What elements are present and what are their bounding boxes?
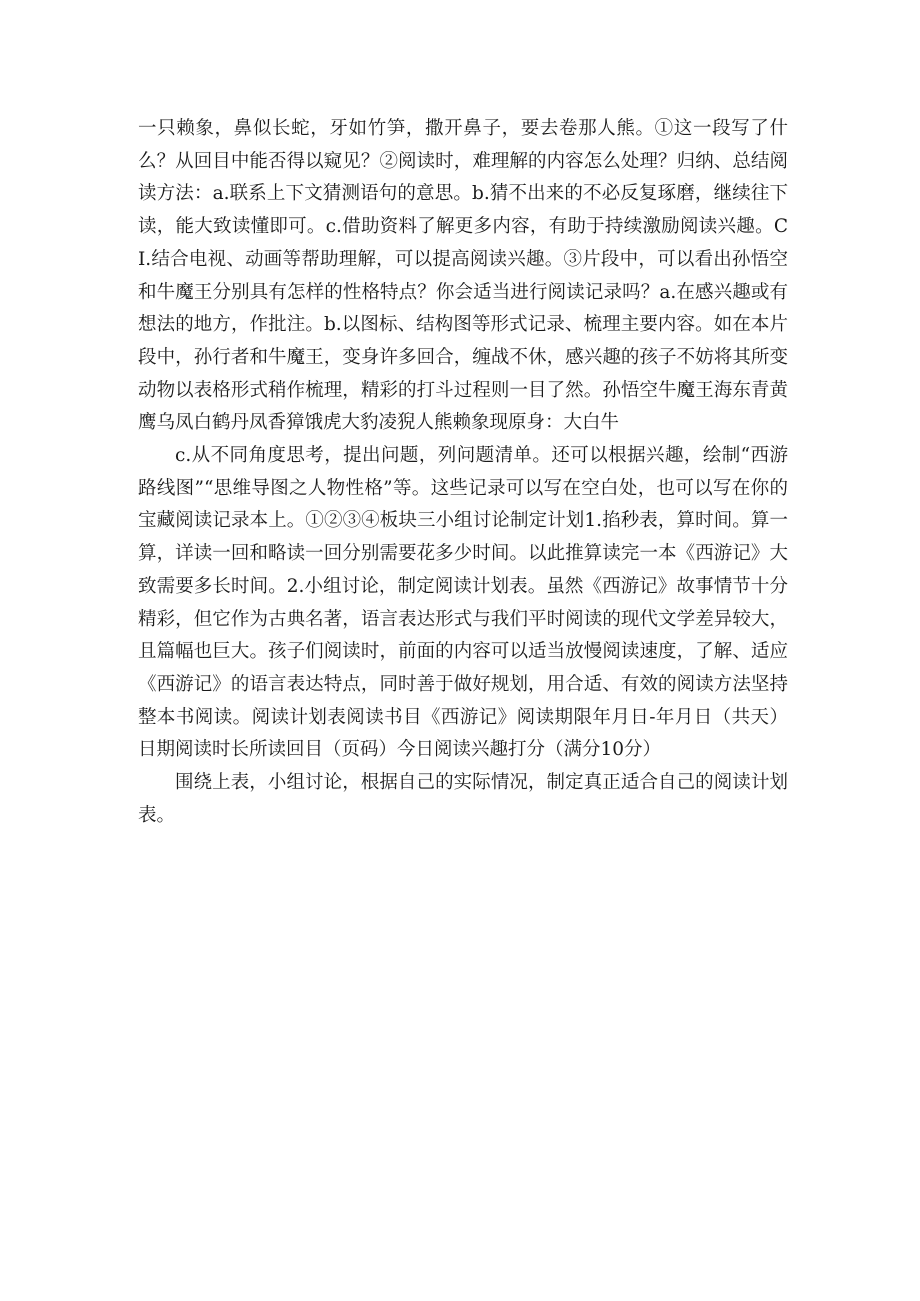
paragraph-1: 一只赖象，鼻似长蛇，牙如竹笋，撒开鼻子，要去卷那人熊。①这一段写了什么？从回目中能否得以窥见？②阅读时，难理解的内容怎么处理？归纳、总结阅读方法：a.联系上下文猜测语句的意思。b.猜不出来的不必反复琢磨，继续往下读，能大致读懂即可。c.借助资料了解更多内容，有助于持续激励阅读兴趣。CI.结合电视、动画等帮助理解，可以提高阅读兴趣。③片段中，可以看出孙悟空和牛魔王分别具有怎样的性格特点？你会适当进行阅读记录吗？a.在感兴趣或有想法的地方，作批注。b.以图标、结构图等形式记录、梳理主要内容。如在本片段中，孙行者和牛魔王，变身许多回合，缠战不休，感兴趣的孩子不妨将其所变动物以表格形式稍作梳理，精彩的打斗过程则一目了然。孙悟空牛魔王海东青黄鹰乌凤白鹤丹凤香獐饿虎大豹凌猊人熊赖象现原身：大白牛 [138, 118, 788, 434]
paragraph-3: 围绕上表，小组讨论，根据自己的实际情况，制定真正适合自己的阅读计划表。 [138, 772, 788, 826]
paragraph-2: c.从不同角度思考，提出问题，列问题清单。还可以根据兴趣，绘制“西游路线图”“思维导图之人物性格”等。这些记录可以写在空白处，也可以写在你的宝藏阅读记录本上。①②③④板块三小组讨论制定计划1.掐秒表，算时间。算一算，详读一回和略读一回分别需要花多少时间。以此推算读完一本《西游记》大致需要多长时间。2.小组讨论，制定阅读计划表。虽然《西游记》故事情节十分精彩，但它作为古典名著，语言表达形式与我们平时阅读的现代文学差异较大，且篇幅也巨大。孩子们阅读时，前面的内容可以适当放慢阅读速度，了解、适应《西游记》的语言表达特点，同时善于做好规划，用合适、有效的阅读方法坚持整本书阅读。阅读计划表阅读书目《西游记》阅读期限年月日-年月日（共天）日期阅读时长所读回目（页码）今日阅读兴趣打分（满分10分） [138, 445, 788, 761]
document-body [138, 113, 788, 832]
